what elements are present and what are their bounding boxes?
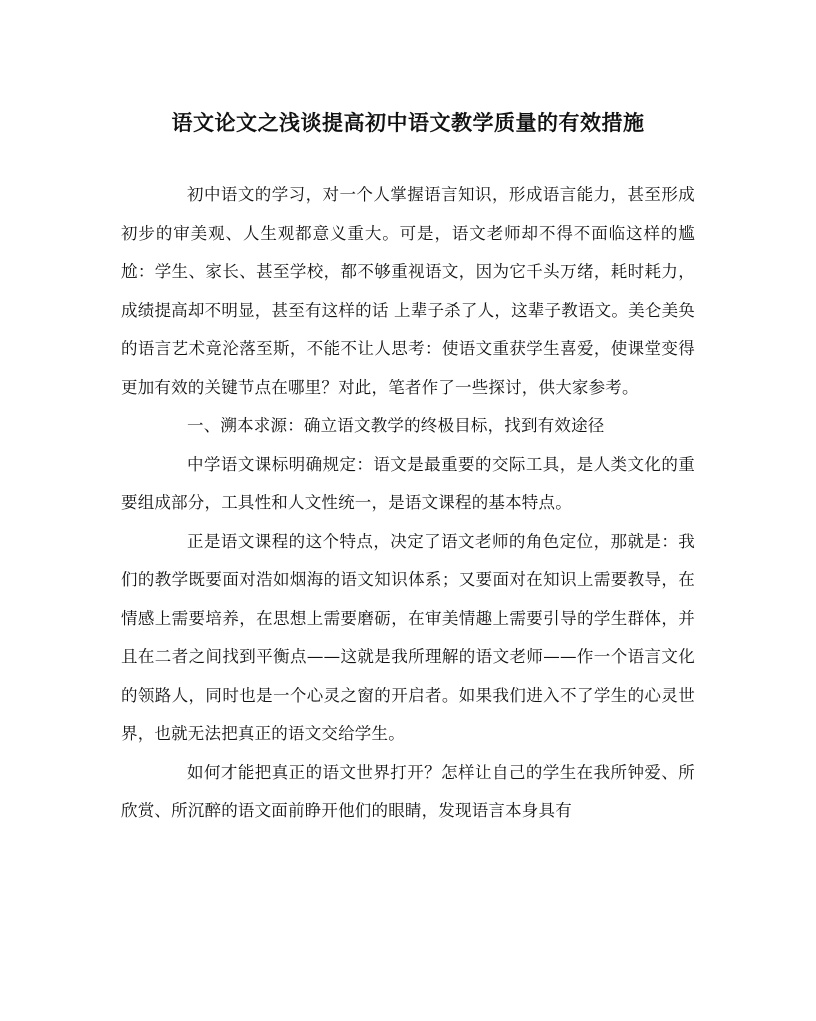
document-body bbox=[121, 176, 695, 831]
paragraph-teacher-role: 正是语文课程的这个特点，决定了语文老师的角色定位，那就是：我们的教学既要面对浩如烟海的语文知识体系；又要面对在知识上需要教导，在情感上需要培养，在思想上需要磨砺，在审美情趣上需要引导的学生群体，并且在二者之间找到平衡点——这就是我所理解的语文老师——作一个语言文化的领路人，同时也是一个心灵之窗的开启者。如果我们进入不了学生的心灵世界，也就无法把真正的语文交给学生。 bbox=[121, 531, 695, 743]
document-title: 语文论文之浅谈提高初中语文教学质量的有效措施 bbox=[171, 110, 645, 135]
section-heading-1: 一、溯本求源：确立语文教学的终极目标，找到有效途径 bbox=[187, 416, 605, 435]
paragraph-intro: 初中语文的学习，对一个人掌握语言知识，形成语言能力，甚至形成初步的审美观、人生观都意义重大。可是，语文老师却不得不面临这样的尴尬：学生、家长、甚至学校，都不够重视语文，因为它千头万绪，耗时耗力，成绩提高却不明显，甚至有这样的话 上辈子杀了人，这辈子教语文。美仑美奂的语言艺术竟沦落至斯，不能不让人思考：使语文重获学生喜爱，使课堂变得更加有效的关键节点在哪里？对此，笔者作了一些探讨，供大家参考。 bbox=[121, 185, 695, 397]
paragraph-open-world: 如何才能把真正的语文世界打开？怎样让自己的学生在我所钟爱、所欣赏、所沉醉的语文面前睁开他们的眼睛，发现语言本身具有 bbox=[121, 762, 695, 820]
paragraph-curriculum-standard: 中学语文课标明确规定：语文是最重要的交际工具，是人类文化的重要组成部分，工具性和人文性统一，是语文课程的基本特点。 bbox=[121, 454, 695, 512]
